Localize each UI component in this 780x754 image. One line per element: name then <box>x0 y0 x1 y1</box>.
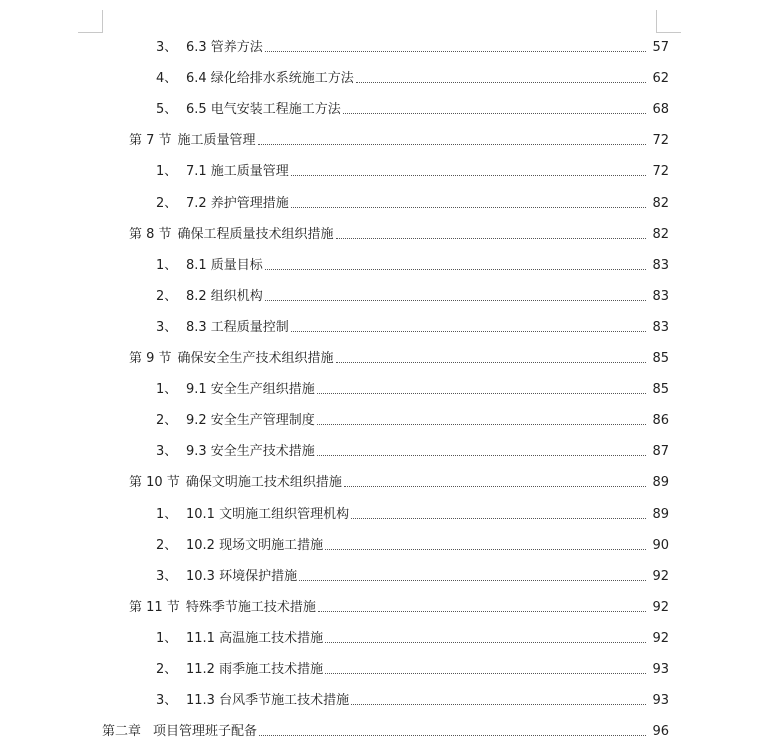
toc-entry[interactable] <box>156 438 669 460</box>
toc-entry-title: 8.1 质量目标 <box>186 258 263 273</box>
toc-entry[interactable] <box>156 34 669 56</box>
toc-dot-leader <box>317 454 646 456</box>
toc-entry[interactable] <box>156 376 669 398</box>
toc-page-number: 83 <box>652 289 669 304</box>
toc-entry-title: 7.1 施工质量管理 <box>186 164 289 179</box>
toc-dot-leader <box>356 81 646 83</box>
toc-entry[interactable] <box>156 501 669 523</box>
toc-page-number: 62 <box>652 71 669 86</box>
toc-dot-leader <box>259 734 646 736</box>
toc-entry-number: 1、 <box>156 631 178 646</box>
toc-entry-title: 项目管理班子配备 <box>153 724 258 739</box>
toc-entry-title: 10.3 环境保护措施 <box>186 569 298 584</box>
toc-entry[interactable] <box>156 314 669 336</box>
toc-entry[interactable] <box>156 532 669 554</box>
toc-entry-number: 1、 <box>156 258 178 273</box>
toc-entry-title: 确保文明施工技术组织措施 <box>185 475 342 490</box>
toc-entry[interactable] <box>129 127 669 149</box>
toc-entry[interactable] <box>156 252 669 274</box>
toc-entry-title: 特殊季节施工技术措施 <box>185 600 316 615</box>
toc-dot-leader <box>325 548 646 550</box>
toc-dot-leader <box>317 423 646 425</box>
toc-entry[interactable] <box>156 407 669 429</box>
toc-dot-leader <box>258 143 646 145</box>
toc-dot-leader <box>344 485 646 487</box>
toc-page-number: 57 <box>652 40 669 55</box>
toc-entry[interactable] <box>129 221 669 243</box>
toc-page-number: 72 <box>652 164 669 179</box>
toc-dot-leader <box>291 206 646 208</box>
toc-entry-title: 10.2 现场文明施工措施 <box>186 538 324 553</box>
toc-dot-leader <box>351 703 646 705</box>
toc-dot-leader <box>336 237 646 239</box>
toc-page-number: 82 <box>652 196 669 211</box>
toc-entry-number: 4、 <box>156 71 178 86</box>
toc-dot-leader <box>317 392 646 394</box>
toc-dot-leader <box>318 610 646 612</box>
toc-entry-number: 2、 <box>156 196 178 211</box>
toc-dot-leader <box>336 361 646 363</box>
toc-entry-number: 2、 <box>156 662 178 677</box>
toc-entry-number: 5、 <box>156 102 178 117</box>
margin-corner-top-left <box>78 10 103 33</box>
toc-dot-leader <box>299 579 646 581</box>
toc-dot-leader <box>343 112 646 114</box>
toc-page-number: 86 <box>652 413 669 428</box>
toc-page-number: 93 <box>652 662 669 677</box>
toc-entry-title: 确保安全生产技术组织措施 <box>177 351 334 366</box>
toc-entry-number: 3、 <box>156 320 178 335</box>
toc-page-number: 87 <box>652 444 669 459</box>
toc-entry[interactable] <box>129 594 669 616</box>
toc-entry-title: 9.1 安全生产组织措施 <box>186 382 315 397</box>
toc-entry-title: 6.3 管养方法 <box>186 40 263 55</box>
toc-entry-number: 1、 <box>156 507 178 522</box>
toc-dot-leader <box>291 330 646 332</box>
toc-entry[interactable] <box>156 656 669 678</box>
toc-page-number: 68 <box>652 102 669 117</box>
toc-entry-title: 11.2 雨季施工技术措施 <box>186 662 324 677</box>
toc-entry-title: 确保工程质量技术组织措施 <box>177 227 334 242</box>
toc-entry[interactable] <box>156 687 669 709</box>
toc-page-number: 96 <box>652 724 669 739</box>
toc-page-number: 72 <box>652 133 669 148</box>
toc-entry[interactable] <box>156 283 669 305</box>
toc-dot-leader <box>265 50 646 52</box>
toc-page-number: 92 <box>652 600 669 615</box>
toc-entry-number: 3、 <box>156 693 178 708</box>
toc-entry-number: 2、 <box>156 289 178 304</box>
margin-corner-top-right <box>656 10 681 33</box>
toc-section-label: 第 8 节 <box>129 227 172 242</box>
toc-page-number: 90 <box>652 538 669 553</box>
toc-entry[interactable] <box>156 563 669 585</box>
toc-page-number: 85 <box>652 351 669 366</box>
toc-chapter-label: 第二章 <box>102 724 142 739</box>
toc-entry[interactable] <box>129 469 669 491</box>
toc-entry-title: 9.2 安全生产管理制度 <box>186 413 315 428</box>
toc-entry[interactable] <box>156 190 669 212</box>
toc-dot-leader <box>291 174 646 176</box>
toc-entry-number: 3、 <box>156 40 178 55</box>
toc-page-number: 83 <box>652 258 669 273</box>
toc-entry-title: 6.4 绿化给排水系统施工方法 <box>186 71 354 86</box>
toc-page-number: 82 <box>652 227 669 242</box>
toc-section-label: 第 9 节 <box>129 351 172 366</box>
toc-page-number: 92 <box>652 569 669 584</box>
toc-entry-title: 8.3 工程质量控制 <box>186 320 289 335</box>
toc-entry-title: 施工质量管理 <box>177 133 256 148</box>
toc-dot-leader <box>265 299 646 301</box>
toc-entry[interactable] <box>156 96 669 118</box>
toc-dot-leader <box>325 672 646 674</box>
toc-entry-number: 3、 <box>156 569 178 584</box>
toc-page-number: 92 <box>652 631 669 646</box>
toc-entry-title: 8.2 组织机构 <box>186 289 263 304</box>
toc-entry-number: 2、 <box>156 538 178 553</box>
toc-dot-leader <box>325 641 646 643</box>
toc-entry-title: 6.5 电气安装工程施工方法 <box>186 102 341 117</box>
toc-page-number: 83 <box>652 320 669 335</box>
toc-dot-leader <box>351 517 646 519</box>
toc-section-label: 第 7 节 <box>129 133 172 148</box>
toc-entry-number: 2、 <box>156 413 178 428</box>
toc-entry[interactable] <box>156 625 669 647</box>
toc-section-label: 第 10 节 <box>129 475 180 490</box>
toc-entry-title: 9.3 安全生产技术措施 <box>186 444 315 459</box>
toc-page-number: 89 <box>652 475 669 490</box>
toc-entry-number: 1、 <box>156 164 178 179</box>
toc-entry[interactable] <box>156 158 669 180</box>
toc-page-number: 93 <box>652 693 669 708</box>
toc-page-number: 85 <box>652 382 669 397</box>
toc-entry-number: 1、 <box>156 382 178 397</box>
toc-entry-number: 3、 <box>156 444 178 459</box>
toc-dot-leader <box>265 268 646 270</box>
toc-entry[interactable] <box>102 718 669 740</box>
toc-entry-title: 10.1 文明施工组织管理机构 <box>186 507 350 522</box>
toc-entry[interactable] <box>129 345 669 367</box>
toc-page-number: 89 <box>652 507 669 522</box>
toc-entry-title: 11.3 台风季节施工技术措施 <box>186 693 350 708</box>
toc-entry-title: 7.2 养护管理措施 <box>186 196 289 211</box>
toc-entry[interactable] <box>156 65 669 87</box>
toc-entry-title: 11.1 高温施工技术措施 <box>186 631 324 646</box>
toc-section-label: 第 11 节 <box>129 600 180 615</box>
